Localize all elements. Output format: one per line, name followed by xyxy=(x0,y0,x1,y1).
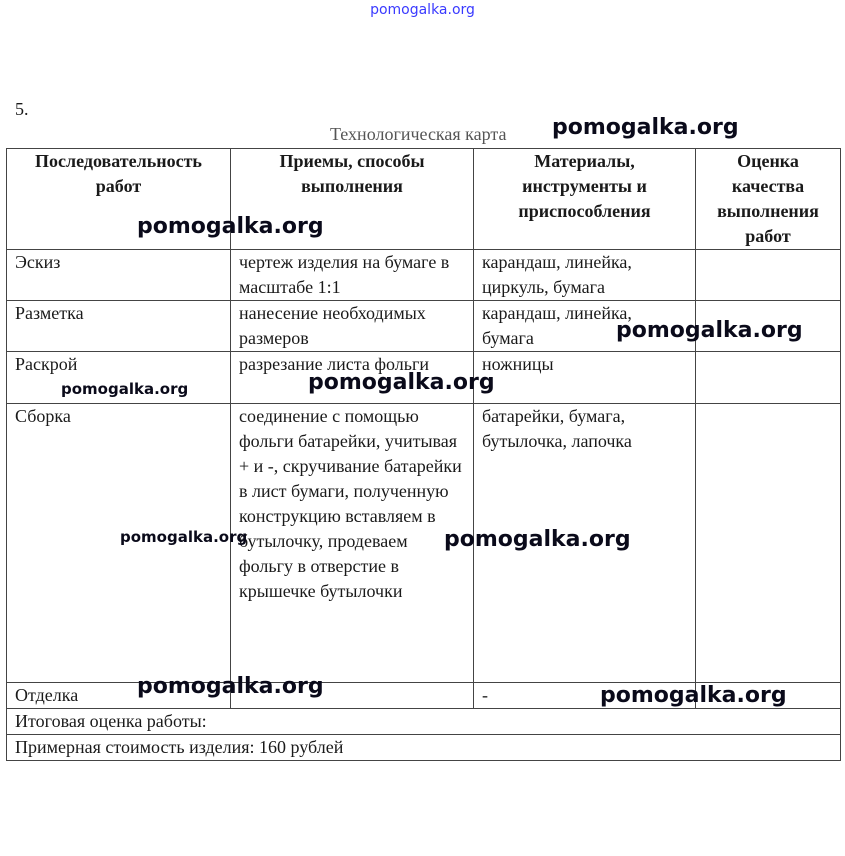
site-watermark: pomogalka.org xyxy=(370,2,475,18)
watermark: pomogalka.org xyxy=(61,380,189,398)
table-cell xyxy=(696,250,841,301)
watermark: pomogalka.org xyxy=(120,528,248,546)
watermark: pomogalka.org xyxy=(444,527,631,552)
total-rating-cell: Итоговая оценка работы: xyxy=(7,709,841,735)
table-cell: нанесение необходимых размеров xyxy=(231,301,474,352)
table-cell: ножницы xyxy=(474,352,696,404)
table-header-row xyxy=(7,149,841,250)
table-cell: карандаш, линейка, циркуль, бумага xyxy=(474,250,696,301)
table-cell: карандаш, линейка, бумага xyxy=(474,301,696,352)
table-cell: соединение с помощью фольги батарейки, учитывая + и -, скручивание батарейки в лист бумаги, полученную конструкцию вставляем в бутылочку, продеваем фольгу в отверстие в крышечке бутылочки xyxy=(231,404,474,683)
approx-cost-cell: Примерная стоимость изделия: 160 рублей xyxy=(7,735,841,761)
header-cell: Приемы, способы выполнения xyxy=(231,149,474,250)
watermark: pomogalka.org xyxy=(137,214,324,239)
table-cell: чертеж изделия на бумаге в масштабе 1:1 xyxy=(231,250,474,301)
table-row xyxy=(7,709,841,735)
header-cell: Материалы, инструменты и приспособления xyxy=(474,149,696,250)
table-cell: разрезание листа фольги xyxy=(231,352,474,404)
table-cell: Эскиз xyxy=(7,250,231,301)
table-cell xyxy=(696,404,841,683)
watermark: pomogalka.org xyxy=(137,674,324,699)
table-cell: Отделка xyxy=(7,683,231,709)
tech-card-table xyxy=(6,148,841,761)
watermark: pomogalka.org xyxy=(552,115,739,140)
table-cell: батарейки, бумага, бутылочка, лапочка xyxy=(474,404,696,683)
table-cell: Разметка xyxy=(7,301,231,352)
header-cell: Последовательность работ xyxy=(7,149,231,250)
card-title: Технологическая карта xyxy=(330,124,507,144)
table-cell: Раскрой xyxy=(7,352,231,404)
table-cell: - xyxy=(474,683,696,709)
table-row xyxy=(7,250,841,301)
header-cell: Оценка качества выполнения работ xyxy=(696,149,841,250)
table-row xyxy=(7,735,841,761)
watermark: pomogalka.org xyxy=(308,370,495,395)
table-cell xyxy=(696,352,841,404)
watermark: pomogalka.org xyxy=(600,683,787,708)
task-number: 5. xyxy=(15,99,29,119)
table-cell: Сборка xyxy=(7,404,231,683)
watermark: pomogalka.org xyxy=(616,318,803,343)
